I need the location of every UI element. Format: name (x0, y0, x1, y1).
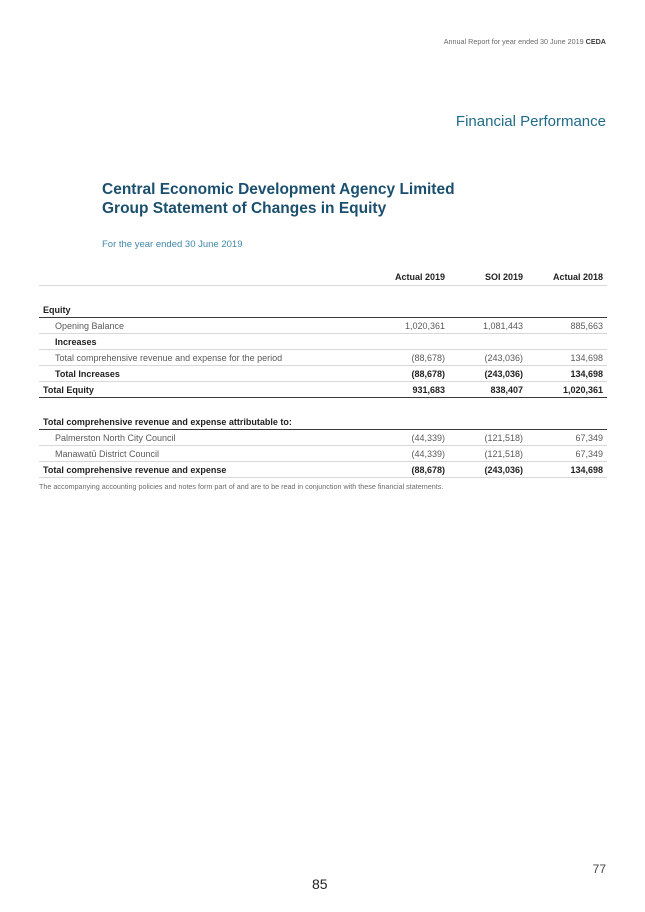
row-label: Opening Balance (55, 320, 125, 331)
cell-actual-2018: 134,698 (570, 368, 603, 379)
row-label: Palmerston North City Council (55, 432, 176, 443)
equity-table (39, 269, 607, 478)
table-row-total-comprehensive (39, 462, 607, 478)
cell-soi-2019: 838,407 (490, 384, 523, 395)
row-label: Total Equity (43, 384, 94, 395)
page-title-line-1: Central Economic Development Agency Limited (102, 181, 455, 198)
cell-actual-2019: 931,683 (412, 384, 445, 395)
cell-actual-2019: 1,020,361 (404, 320, 445, 331)
cell-actual-2019: (88,678) (411, 464, 445, 475)
cell-actual-2019: (44,339) (411, 432, 445, 443)
cell-soi-2019: 1,081,443 (482, 320, 523, 331)
cell-actual-2019: (44,339) (411, 448, 445, 459)
attributable-heading: Total comprehensive revenue and expense attributable to: (43, 416, 292, 427)
document-page-number: 77 (592, 862, 606, 876)
cell-soi-2019: (243,036) (484, 464, 523, 475)
row-label: Manawatū District Council (55, 448, 160, 459)
cell-actual-2018: 134,698 (570, 464, 603, 475)
table-spacer (39, 286, 607, 302)
cell-actual-2018: 1,020,361 (562, 384, 603, 395)
table-row (39, 430, 607, 446)
cell-actual-2018: 67,349 (575, 432, 603, 443)
increases-heading: Increases (55, 336, 97, 347)
running-header-text: Annual Report for year ended 30 June 2019 (443, 37, 584, 46)
increases-heading-row (39, 334, 607, 350)
running-header (444, 37, 606, 46)
table-row-total-increases (39, 366, 607, 382)
row-label: Total comprehensive revenue and expense for the period (55, 352, 283, 363)
table-row-total-equity (39, 382, 607, 398)
table-spacer (39, 398, 607, 414)
equity-heading-row (39, 302, 607, 318)
cell-actual-2019: (88,678) (411, 352, 445, 363)
table-header-row (39, 269, 607, 286)
cell-soi-2019: (243,036) (484, 352, 523, 363)
footnote: The accompanying accounting policies and notes form part of and are to be read in conjunction with these financial statements. (39, 482, 444, 491)
row-label: Total comprehensive revenue and expense (43, 464, 227, 475)
row-label: Total Increases (55, 368, 120, 379)
column-header-soi-2019: SOI 2019 (484, 272, 523, 282)
page-title-line-2: Group Statement of Changes in Equity (102, 200, 387, 217)
table-row (39, 350, 607, 366)
cell-actual-2018: 134,698 (570, 352, 603, 363)
equity-heading: Equity (43, 304, 71, 315)
cell-actual-2018: 885,663 (570, 320, 603, 331)
section-title: Financial Performance (455, 113, 606, 130)
attributable-heading-row (39, 414, 607, 430)
running-header-org: CEDA (585, 37, 606, 46)
cell-soi-2019: (243,036) (484, 368, 523, 379)
page-subtitle: For the year ended 30 June 2019 (102, 239, 243, 250)
column-header-actual-2019: Actual 2019 (394, 272, 445, 282)
cell-actual-2018: 67,349 (575, 448, 603, 459)
pdf-page-number: 85 (312, 876, 328, 892)
column-header-actual-2018: Actual 2018 (552, 272, 603, 282)
table-row (39, 318, 607, 334)
cell-soi-2019: (121,518) (484, 432, 523, 443)
cell-soi-2019: (121,518) (484, 448, 523, 459)
page-title (102, 180, 455, 218)
table-row (39, 446, 607, 462)
cell-actual-2019: (88,678) (411, 368, 445, 379)
